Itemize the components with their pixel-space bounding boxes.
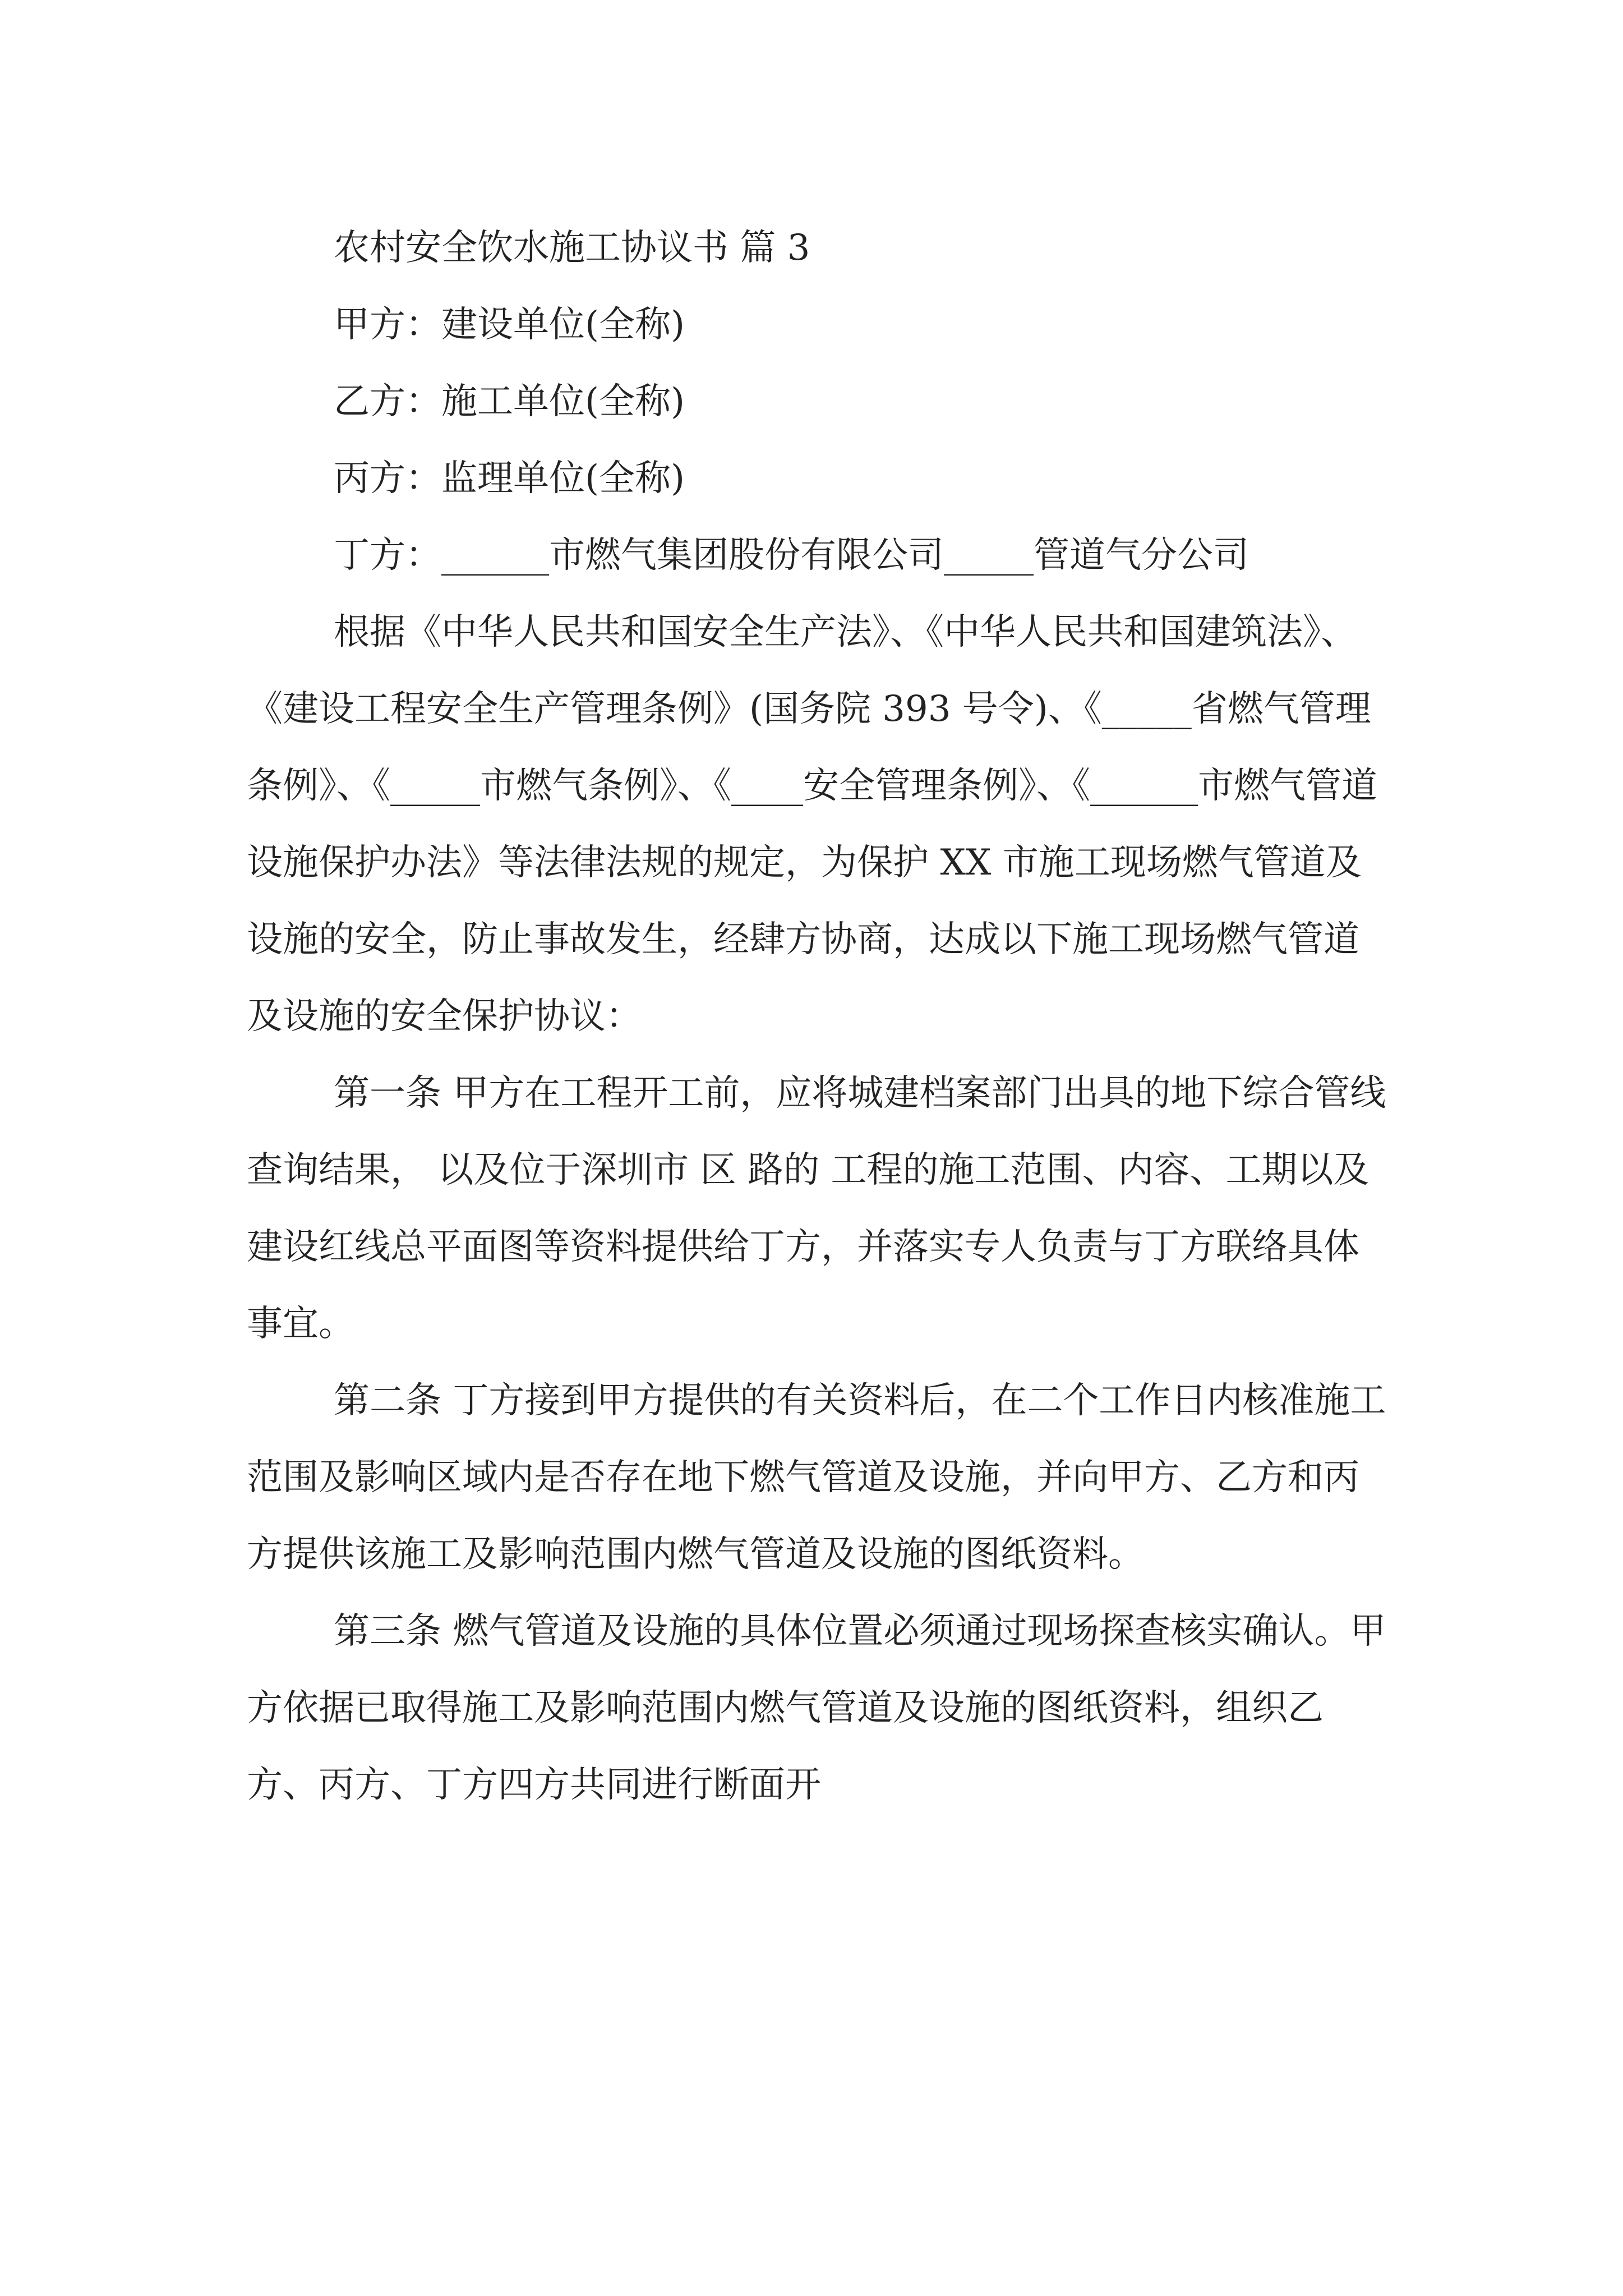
document-title: 农村安全饮水施工协议书 篇 3 xyxy=(334,227,810,269)
article-2-paragraph: 第二条 丁方接到甲方提供的有关资料后，在二个工作日内核准施工范围及影响区域内是否存在地下燃气管道及设施，并向甲方、乙方和丙方提供该施工及影响范围内燃气管道及设施的图纸资料。 xyxy=(247,1380,1386,1575)
party-c-line: 丙方：监理单位(全称) xyxy=(334,458,685,499)
preamble-paragraph: 根据《中华人民共和国安全生产法》、《中华人民共和国建筑法》、《建设工程安全生产管理条例》(国务院 393 号令)、《_____省燃气管理条例》、《_____市燃气条例》、《____安全管理条例》、《______市燃气管道设施保护办法》等法律法规的规定，为保护 XX 市施工现场燃气管道及设施的安全，防止事故发生，经肆方协商，达成以下施工现场燃气管道及设施的安全保护协议： xyxy=(247,611,1377,1037)
article-3-paragraph: 第三条 燃气管道及设施的具体位置必须通过现场探查核实确认。甲方依据已取得施工及影响范围内燃气管道及设施的图纸资料，组织乙方、丙方、丁方四方共同进行断面开 xyxy=(247,1611,1386,1806)
party-d-line: 丁方：______市燃气集团股份有限公司_____管道气分公司 xyxy=(334,535,1249,576)
document-body xyxy=(247,210,1391,1824)
party-b-line: 乙方：施工单位(全称) xyxy=(334,381,685,422)
party-a-line: 甲方：建设单位(全称) xyxy=(334,304,685,346)
article-1-paragraph: 第一条 甲方在工程开工前，应将城建档案部门出具的地下综合管线查询结果， 以及位于深圳市 区 路的 工程的施工范围、内容、工期以及建设红线总平面图等资料提供给丁方，并落实专人负责与丁方联络具体事宜。 xyxy=(247,1073,1386,1345)
